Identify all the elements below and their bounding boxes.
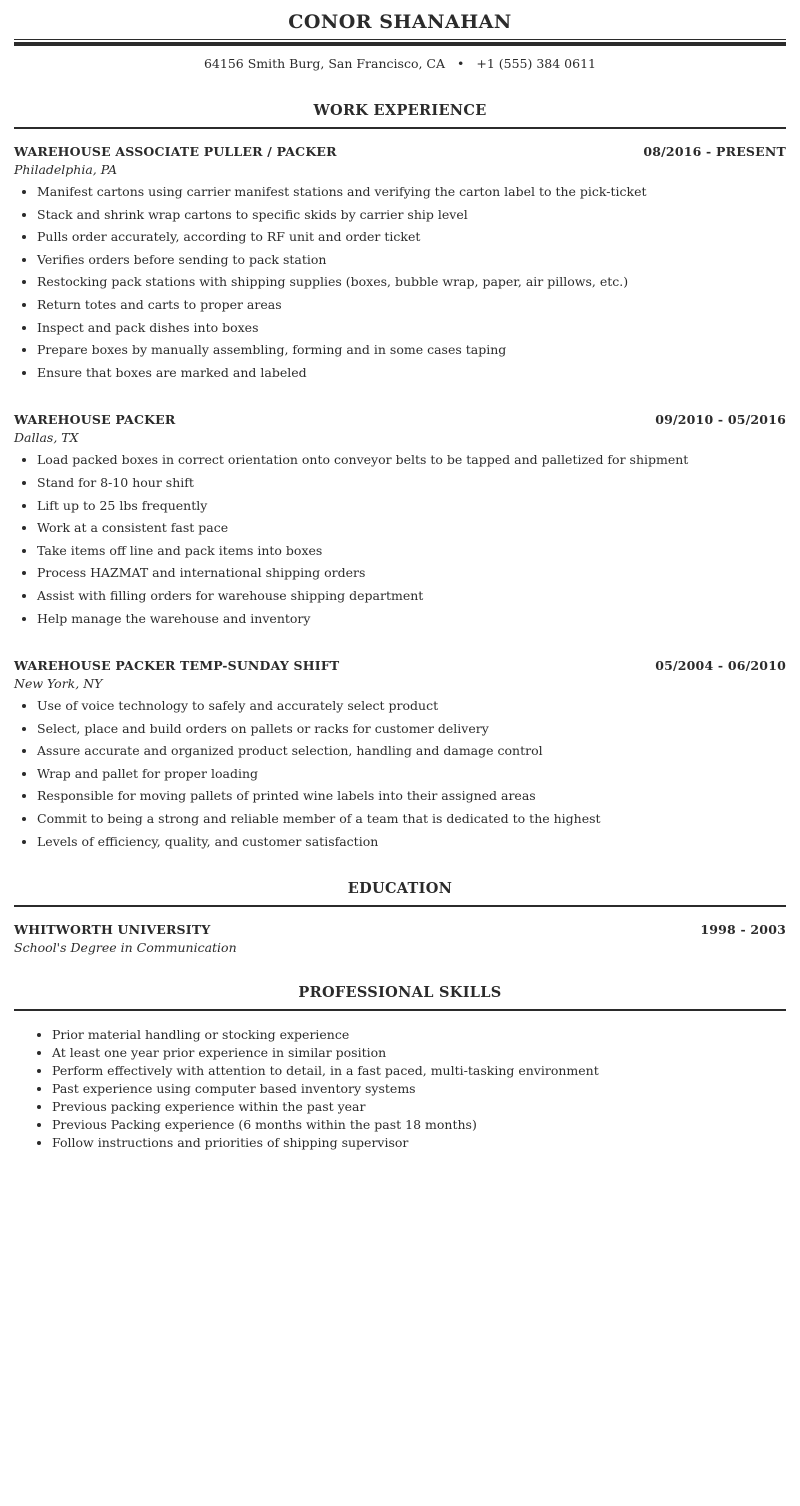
skills-section (14, 984, 786, 1152)
candidate-name: CONOR SHANAHAN (288, 11, 512, 33)
duty-item: • Assure accurate and organized product selection, handling and damage control (37, 740, 786, 763)
header-divider-thick (14, 42, 786, 46)
duty-item: • Inspect and pack dishes into boxes (37, 317, 786, 340)
skill-item: • Previous packing experience within the past year (52, 1098, 786, 1116)
duty-item: • Ensure that boxes are marked and labeled (37, 362, 786, 385)
school-name: WHITWORTH UNIVERSITY (14, 922, 211, 938)
job-duties (14, 695, 786, 853)
duty-item: • Wrap and pallet for proper loading (37, 763, 786, 786)
duty-item: • Responsible for moving pallets of printed wine labels into their assigned areas (37, 785, 786, 808)
job-dates: 05/2004 - 06/2010 (655, 658, 786, 674)
duty-item: • Return totes and carts to proper areas (37, 294, 786, 317)
duty-item: • Lift up to 25 lbs frequently (37, 495, 786, 518)
contact-phone: +1 (555) 384 0611 (476, 56, 596, 71)
skills-list (14, 1026, 786, 1152)
duty-item: • Use of voice technology to safely and accurately select product (37, 695, 786, 718)
duty-item: • Pulls order accurately, according to RF unit and order ticket (37, 226, 786, 249)
duty-item: • Stand for 8-10 hour shift (37, 472, 786, 495)
duty-item: • Select, place and build orders on pallets or racks for customer delivery (37, 718, 786, 741)
section-title-education: EDUCATION (347, 880, 453, 898)
job-header (14, 411, 786, 429)
duty-item: • Prepare boxes by manually assembling, forming and in some cases taping (37, 339, 786, 362)
job-entry (14, 143, 786, 384)
duty-item: • Assist with filling orders for warehouse shipping department (37, 585, 786, 608)
contact-line (14, 56, 786, 72)
job-duties (14, 181, 786, 384)
education-dates: 1998 - 2003 (700, 922, 786, 938)
job-entry (14, 411, 786, 630)
skill-item: • Prior material handling or stocking experience (52, 1026, 786, 1044)
job-location: Philadelphia, PA (14, 162, 118, 177)
job-title: WAREHOUSE PACKER (14, 412, 176, 428)
section-title-skills: PROFESSIONAL SKILLS (298, 984, 502, 1002)
skill-item: • Past experience using computer based inventory systems (52, 1080, 786, 1098)
contact-separator: • (457, 56, 465, 71)
job-dates: 09/2010 - 05/2016 (655, 412, 786, 428)
skill-item: • Follow instructions and priorities of shipping supervisor (52, 1134, 786, 1152)
degree: School's Degree in Communication (14, 940, 237, 956)
duty-item: • Work at a consistent fast pace (37, 517, 786, 540)
section-divider (14, 127, 786, 129)
header-divider-thin (14, 39, 786, 40)
duty-item: • Commit to being a strong and reliable member of a team that is dedicated to the highest (37, 808, 786, 831)
education-section (14, 880, 786, 957)
job-entry (14, 657, 786, 853)
resume-header (14, 0, 786, 72)
section-divider (14, 1009, 786, 1011)
resume-page (14, 0, 786, 1152)
duty-item: • Help manage the warehouse and inventory (37, 608, 786, 631)
duty-item: • Levels of efficiency, quality, and customer satisfaction (37, 831, 786, 854)
education-header (14, 921, 786, 939)
duty-item: • Process HAZMAT and international shipping orders (37, 562, 786, 585)
skill-item: • Previous Packing experience (6 months within the past 18 months) (52, 1116, 786, 1134)
duty-item: • Restocking pack stations with shipping supplies (boxes, bubble wrap, paper, air pillows, etc.) (37, 271, 786, 294)
duty-item: • Load packed boxes in correct orientation onto conveyor belts to be tapped and palletized for shipment (37, 449, 786, 472)
job-dates: 08/2016 - PRESENT (643, 144, 786, 159)
duty-item: • Verifies orders before sending to pack station (37, 249, 786, 272)
skill-item: • At least one year prior experience in similar position (52, 1044, 786, 1062)
job-title: WAREHOUSE ASSOCIATE PULLER / PACKER (14, 144, 337, 159)
contact-address: 64156 Smith Burg, San Francisco, CA (203, 56, 446, 71)
job-location: Dallas, TX (14, 430, 79, 446)
section-title-work: WORK EXPERIENCE (313, 102, 487, 119)
duty-item: • Take items off line and pack items into boxes (37, 540, 786, 563)
education-entry (14, 921, 786, 957)
skill-item: • Perform effectively with attention to detail, in a fast paced, multi-tasking environment (52, 1062, 786, 1080)
job-header (14, 143, 786, 161)
job-duties (14, 449, 786, 630)
job-header (14, 657, 786, 675)
duty-item: • Manifest cartons using carrier manifest stations and verifying the carton label to the pick-ticket (37, 181, 786, 204)
work-experience-section (14, 102, 786, 853)
job-location: New York, NY (14, 676, 103, 692)
section-divider (14, 905, 786, 907)
job-title: WAREHOUSE PACKER TEMP-SUNDAY SHIFT (14, 658, 340, 674)
duty-item: • Stack and shrink wrap cartons to specific skids by carrier ship level (37, 204, 786, 227)
